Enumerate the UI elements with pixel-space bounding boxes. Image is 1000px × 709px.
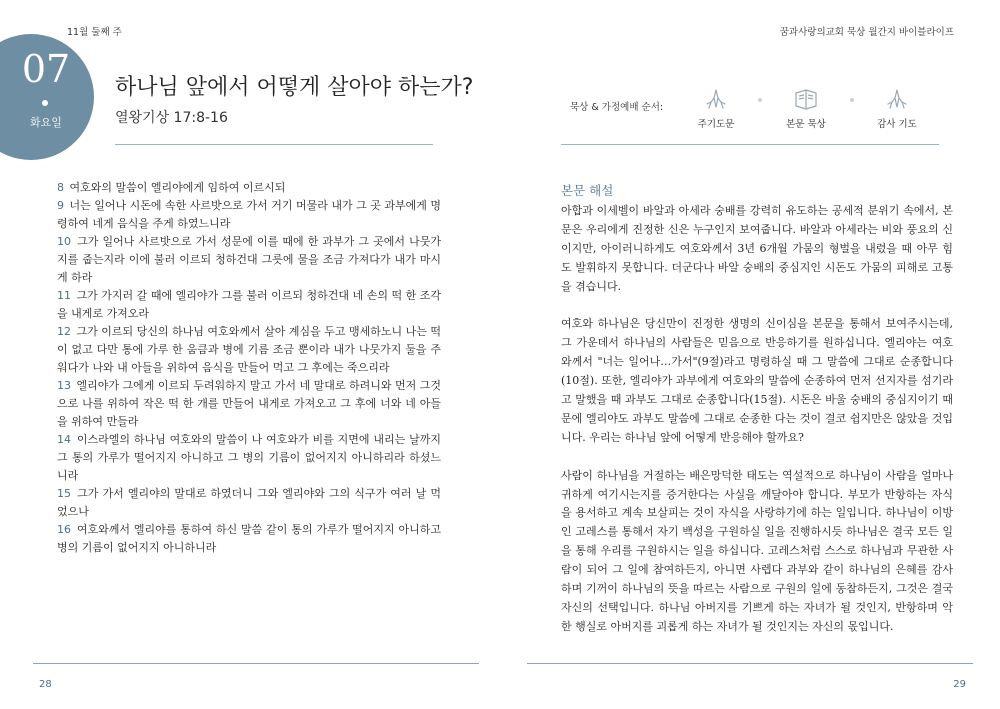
verse-number: 8 <box>57 181 64 194</box>
order-step-thanksgiving-prayer <box>857 86 937 130</box>
commentary-paragraph: 사람이 하나님을 거절하는 배은망덕한 태도는 역설적으로 하나님이 사람을 얼마나 귀하게 여기시는지를 증거한다는 사실을 깨달아야 합니다. 부모가 반항하는 자식을 용서하고 계속 보살피는 것이 자식을 사랑하기에 하는 일입니다. 하나님이 이방인 고레스를 통해서 자기 백성을 구원하실 일을 진행하시듯 하나님은 결국 모든 일을 통해 우리를 구원하시는 일을 하십니다. 고레스처럼 스스로 하나님과 무관한 사람이 되어 그 일에 참여하든지, 아니면 사렙다 과부와 같이 하나님의 은혜를 감사하며 기꺼이 하나님의 뜻을 따르는 사람으로 구원의 일에 동참하든지, 그것은 결국 자신의 선택입니다. 하나님 아버지를 기쁘게 하는 자녀가 될 것인지, 반항하며 악한 행실로 아버지를 괴롭게 하는 자녀가 될 것인지는 자신의 몫입니다. <box>561 468 953 633</box>
running-header-publication: 꿈과사랑의교회 묵상 월간지 바이블라이프 <box>779 27 954 38</box>
commentary-title: 본문 해설 <box>561 183 614 198</box>
verse-text: 이스라엘의 하나님 여호와의 말씀이 나 여호와가 비를 지면에 내리는 날까지 그 통의 가루가 떨어지지 아니하고 그 병의 기름이 없어지지 아니하리라 하셨느니라 <box>57 433 441 482</box>
verse-text: 그가 이르되 당신의 하나님 여호와께서 살아 계심을 두고 맹세하노니 나는 떡이 없고 다만 통에 가루 한 움큼과 병에 기름 조금 뿐이라 내가 나뭇가지 둘을 주워다가 나와 내 아들을 위하여 음식을 만들어 먹고 그 후에는 죽으리라 <box>57 325 441 374</box>
verse-text: 그가 가서 엘리야의 말대로 하였더니 그와 엘리야와 그의 식구가 여러 날 먹었으나 <box>57 487 441 518</box>
order-step-label: 본문 묵상 <box>786 119 826 130</box>
order-step-label: 주기도문 <box>697 119 735 130</box>
order-step-label: 감사 기도 <box>877 119 917 130</box>
verse-text: 너는 일어나 시돈에 속한 사르밧으로 가서 거기 머물라 내가 그 곳 과부에게 명령하여 네게 음식을 주게 하였느니라 <box>57 199 441 230</box>
footer-rule-left <box>33 663 479 664</box>
verse-item <box>57 485 441 521</box>
verse-text: 엘리야가 그에게 이르되 두려워하지 말고 가서 네 말대로 하려니와 먼저 그것으로 나를 위하여 작은 떡 한 개를 만들어 내게로 가져오고 그 후에 너와 네 아들을 위하여 만들라 <box>57 379 441 428</box>
verse-number: 9 <box>57 199 64 212</box>
scripture-passage <box>57 179 441 557</box>
verse-item <box>57 197 441 233</box>
page-number-left: 28 <box>39 679 52 690</box>
commentary-body <box>561 202 953 656</box>
praying-hands-icon <box>884 86 910 112</box>
verse-item <box>57 287 441 323</box>
day-number: 07 <box>21 47 71 91</box>
footer-rule-right <box>527 663 973 664</box>
verse-item <box>57 179 441 197</box>
badge-dot <box>42 100 48 106</box>
verse-number: 15 <box>57 487 71 500</box>
verse-text: 여호와께서 엘리야를 통하여 하신 말씀 같이 통의 가루가 떨어지지 아니하고 병의 기름이 없어지지 아니하니라 <box>57 523 441 554</box>
verse-number: 14 <box>57 433 71 446</box>
page-number-right: 29 <box>953 679 966 690</box>
open-bible-icon <box>793 86 819 112</box>
verse-number: 10 <box>57 235 71 248</box>
order-label: 묵상 & 가정예배 순서: <box>570 102 664 113</box>
verse-text: 그가 가지러 갈 때에 엘리야가 그를 불러 이르되 청하건대 네 손의 떡 한 조각을 내게로 가져오라 <box>57 289 441 320</box>
verse-number: 12 <box>57 325 71 338</box>
verse-number: 11 <box>57 289 71 302</box>
title-rule <box>115 144 433 145</box>
running-header-week: 11월 둘째 주 <box>67 27 122 38</box>
order-rule <box>561 144 939 145</box>
page-title: 하나님 앞에서 어떻게 살아야 하는가? <box>115 75 474 100</box>
verse-number: 13 <box>57 379 71 392</box>
verse-text: 그가 일어나 사르밧으로 가서 성문에 이를 때에 한 과부가 그 곳에서 나뭇가지를 줍는지라 이에 불러 이르되 청하건대 그릇에 물을 조금 가져다가 내가 마시게 하라 <box>57 235 441 284</box>
day-weekday: 화요일 <box>30 116 62 129</box>
verse-item <box>57 377 441 431</box>
verse-number: 16 <box>57 523 71 536</box>
verse-item <box>57 233 441 287</box>
order-separator-dot <box>850 98 854 102</box>
day-badge <box>0 34 94 160</box>
order-step-lords-prayer <box>676 86 756 130</box>
scripture-reference: 열왕기상 17:8-16 <box>115 110 228 126</box>
verse-item <box>57 521 441 557</box>
verse-text: 여호와의 말씀이 엘리야에게 임하여 이르시되 <box>69 181 286 194</box>
order-separator-dot <box>758 98 762 102</box>
commentary-paragraph: 여호와 하나님은 당신만이 진정한 생명의 신이심을 본문을 통해서 보여주시는데, 그 가운데서 하나님의 사람들은 믿음으로 반응하기를 원하십니다. 엘리야는 여호와께서 "너는 일어나…가서"(9절)라고 명령하실 때 그 말씀에 그대로 순종합니다(10절). 또한, 엘리야가 과부에게 여호와의 말씀에 순종하여 먼저 선지자를 섬기라고 말했을 때 과부도 그대로 순종합니다(15절). 시돈은 바울 숭배의 중심지이기 때문에 엘리야도 과부도 말씀에 그대로 순종한 다는 것이 결코 쉽지만은 않았을 것입니다. 우리는 하나님 앞에 어떻게 반응해야 할까요? <box>561 317 953 444</box>
verse-item <box>57 431 441 485</box>
praying-hands-icon <box>703 86 729 112</box>
order-step-bible-meditation <box>766 86 846 130</box>
commentary-paragraph: 아합과 이세벨이 바알과 아세라 숭배를 강력히 유도하는 공세적 분위기 속에서, 본문은 우리에게 진정한 신은 누구인지 보여줍니다. 바알과 아세라는 비와 풍요의 신이지만, 아이러니하게도 여호와께서 3년 6개월 가뭄의 형벌을 내렸을 때 아무 힘도 발휘하지 못합니다. 더군다나 바알 숭배의 중심지인 시돈도 가뭄의 피해로 고통을 겪습니다. <box>561 204 953 293</box>
verse-item <box>57 323 441 377</box>
